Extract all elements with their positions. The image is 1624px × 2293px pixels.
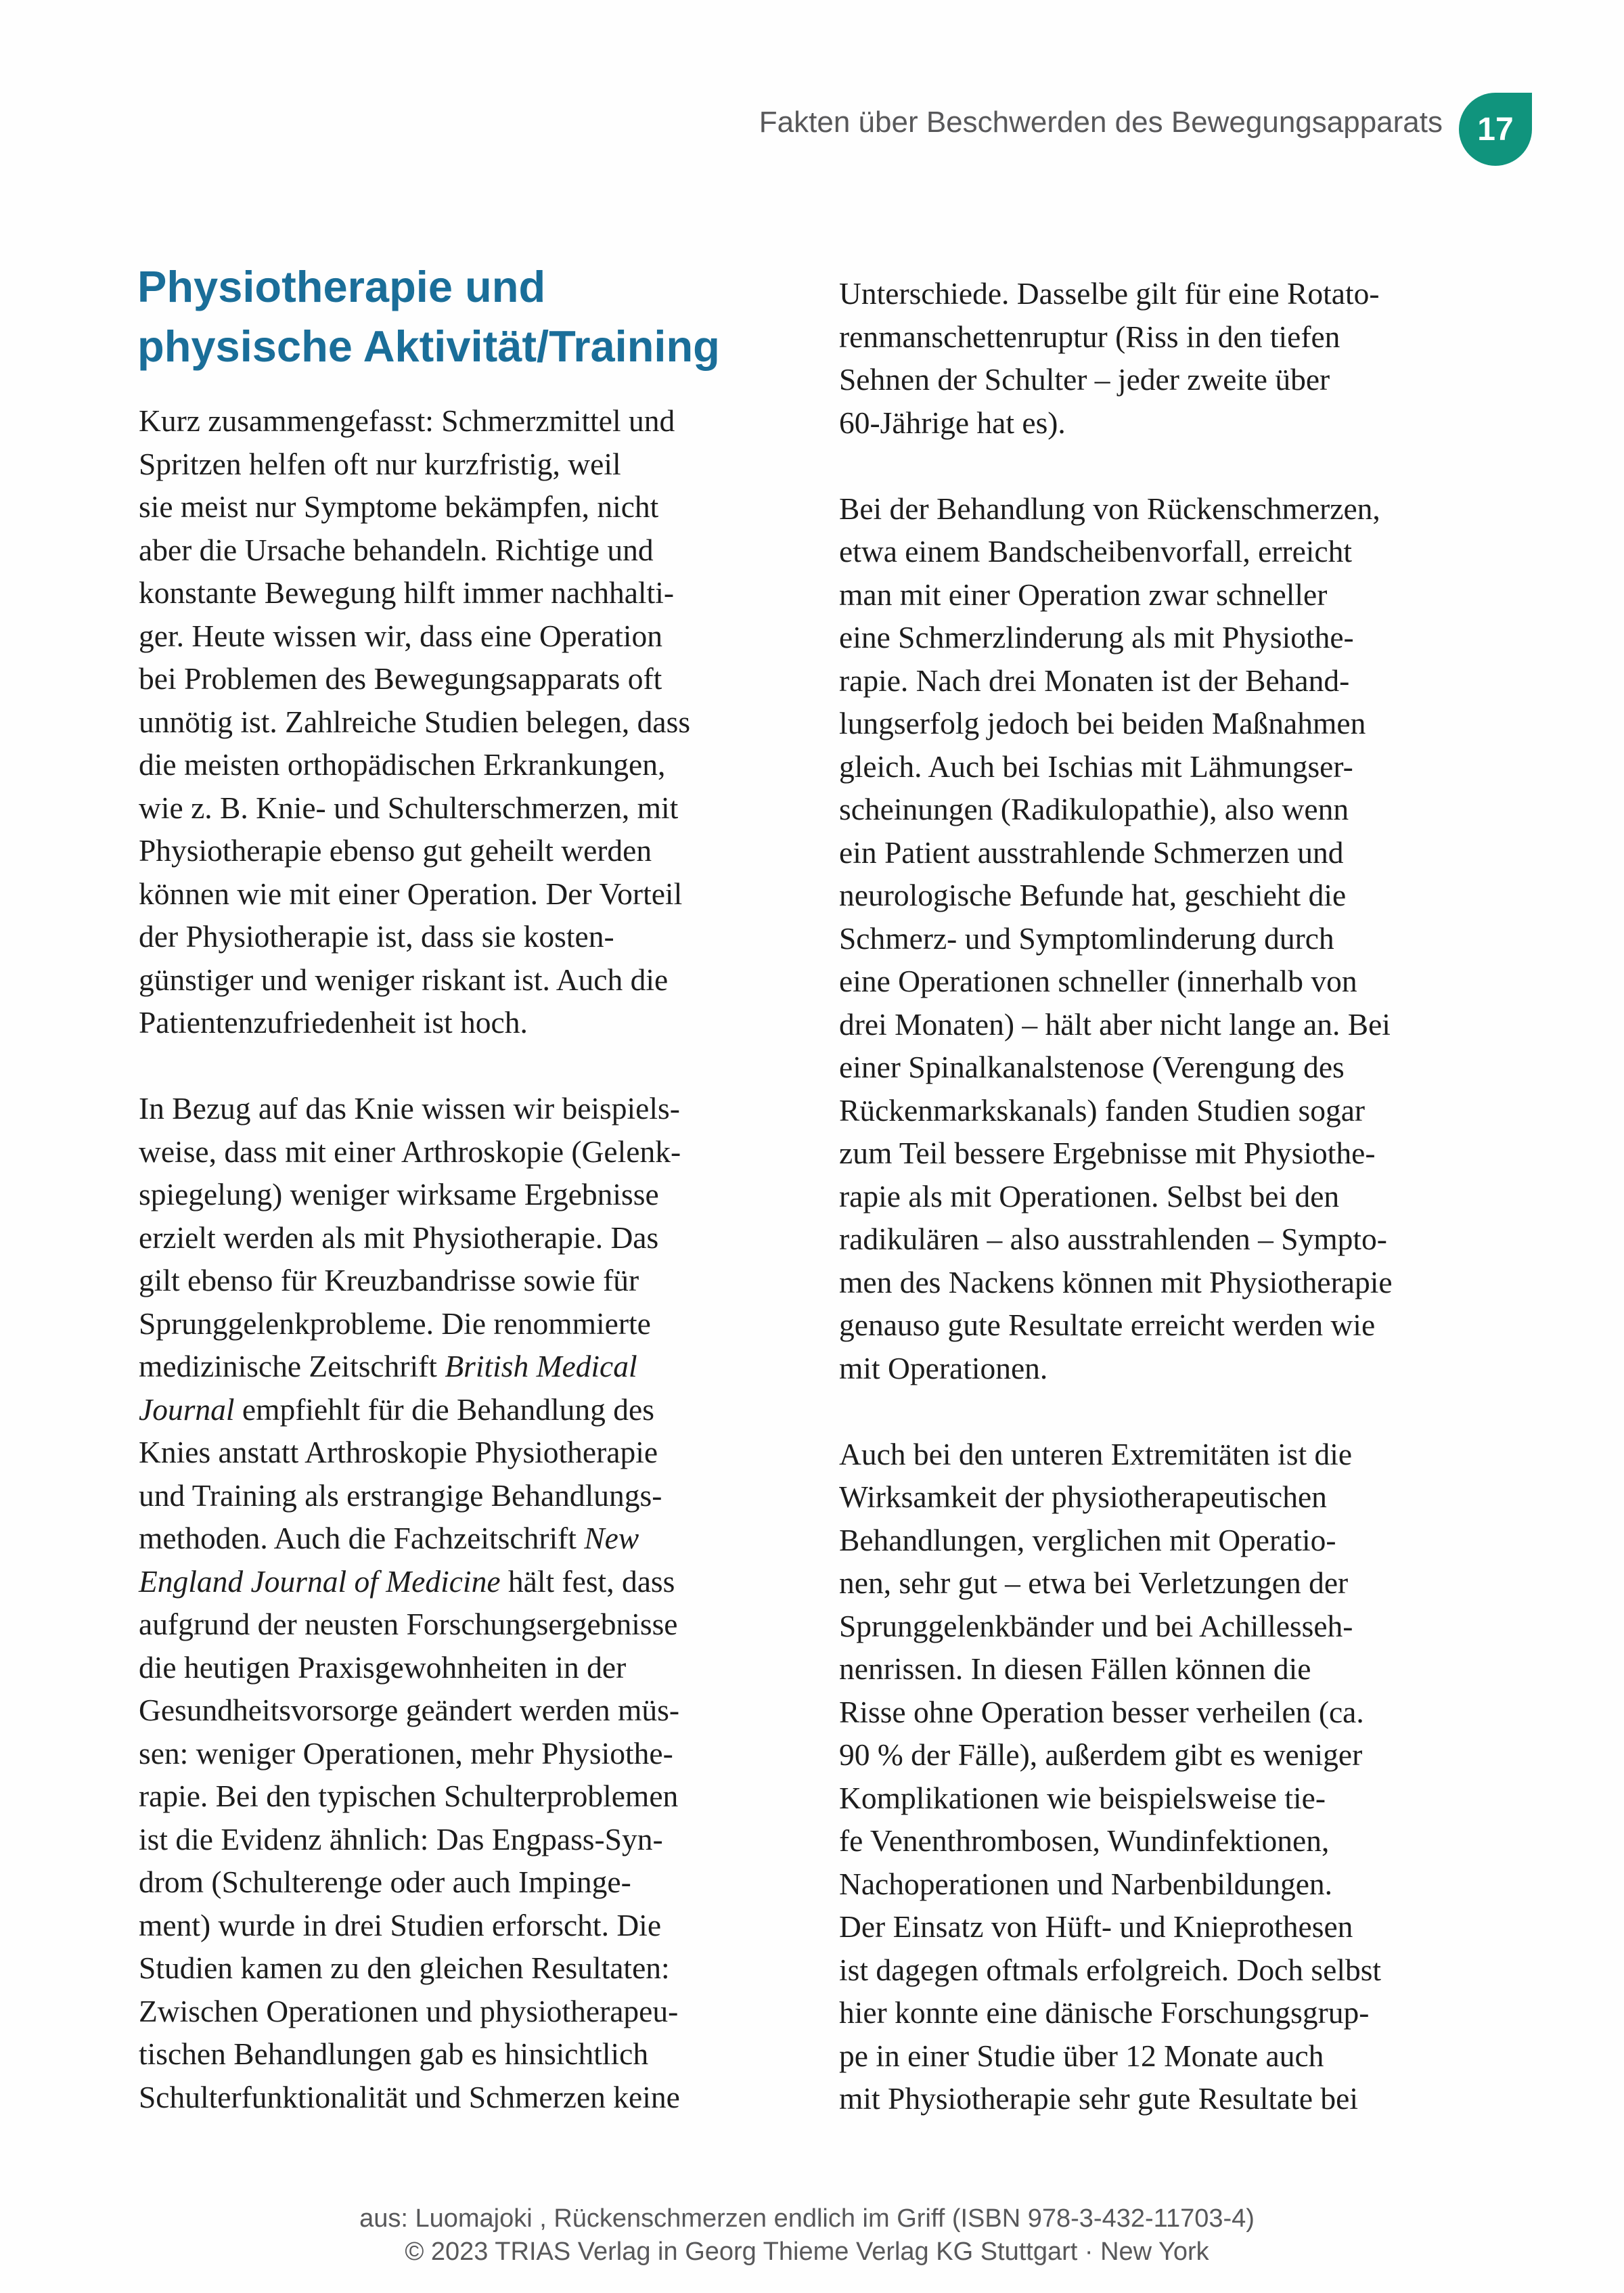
text-line: eine Schmerzlinderung als mit Physiothe- [839,620,1354,654]
text-line: rapie als mit Operationen. Selbst bei den [839,1178,1340,1214]
paragraph-gap [139,1044,802,1088]
text-line: Knies anstatt Arthroskopie Physiotherapie [139,1435,658,1469]
text-line: etwa einem Bandscheibenvorfall, erreicht [839,534,1352,569]
text-line: einer Spinalkanalstenose (Verengung des [839,1050,1345,1084]
text-line: ist dagegen oftmals erfolgreich. Doch selbst [839,1952,1382,1987]
text-line: weise, dass mit einer Arthroskopie (Gelenk- [139,1134,681,1169]
footer-copyright-line: © 2023 TRIAS Verlag in Georg Thieme Verlag KG Stuttgart · New York [405,2238,1209,2266]
paragraph [839,272,1502,444]
paragraph [839,487,1502,1390]
text-line: hier konnte eine dänische Forschungsgrup- [839,1995,1370,2030]
text-line: 90 % der Fälle), außerdem gibt es weniger [839,1737,1363,1772]
text-line: die meisten orthopädischen Erkrankungen, [139,747,666,782]
text-line: Der Einsatz von Hüft- und Knieprothesen [839,1909,1353,1944]
text-line: unnötig ist. Zahlreiche Studien belegen, dass [139,704,691,739]
text-line: eine Operationen schneller (innerhalb von [839,964,1357,998]
page-number-badge [1459,93,1532,166]
text-line: sen: weniger Operationen, mehr Physiothe- [139,1735,673,1771]
text-line: Schulterfunktionalität und Schmerzen keine [139,2079,680,2114]
text-line: men des Nackens können mit Physiotherapie [839,1264,1393,1299]
text-line: Gesundheitsvorsorge geändert werden müs- [139,1693,679,1727]
text-line: erzielt werden als mit Physiotherapie. Das [139,1220,659,1255]
text-line: Studien kamen zu den gleichen Resultaten: [139,1951,670,1985]
text-line: Nachoperationen und Narbenbildungen. [839,1866,1333,1901]
text-line: aber die Ursache behandeln. Richtige und [139,532,654,567]
text-line: Wirksamkeit der physiotherapeutischen [839,1479,1327,1514]
text-line: lungserfolg jedoch bei beiden Maßnahmen [839,706,1366,740]
text-line: 60-Jährige hat es). [839,405,1066,440]
paragraph-gap [839,444,1502,487]
text-line: England Journal of Medicine hält fest, dass [139,1563,675,1599]
text-line: Sprunggelenkprobleme. Die renommierte [139,1306,651,1341]
text-line: mit Operationen. [839,1350,1048,1385]
text-line: aufgrund der neusten Forschungsergebnisse [139,1607,678,1641]
text-column-left [139,399,802,2118]
paragraph [139,399,802,1044]
text-line: Komplikationen wie beispielsweise tie- [839,1780,1326,1815]
text-line: In Bezug auf das Knie wissen wir beispiels- [139,1091,680,1126]
text-line: medizinische Zeitschrift British Medical [139,1349,637,1383]
text-line: Sprunggelenkbänder und bei Achillesseh- [839,1608,1353,1643]
text-line: mit Physiotherapie sehr gute Resultate bei [839,2081,1359,2116]
text-line: Schmerz- und Symptomlinderung durch [839,920,1334,956]
page-title [137,257,720,376]
text-line: pe in einer Studie über 12 Monate auch [839,2038,1324,2073]
paragraph [139,1087,802,2118]
text-line: nenrissen. In diesen Fällen können die [839,1651,1311,1686]
paragraph-gap [839,1389,1502,1433]
text-line: renmanschettenruptur (Riss in den tiefen [839,319,1340,354]
text-line: genauso gute Resultate erreicht werden wie [839,1308,1376,1342]
text-line: Kurz zusammengefasst: Schmerzmittel und [139,403,675,438]
text-line: fe Venenthrombosen, Wundinfektionen, [839,1823,1330,1858]
text-line: scheinungen (Radikulopathie), also wenn [839,792,1349,826]
text-line: Zwischen Operationen und physiotherapeu- [139,1993,679,2028]
footer-source-line: aus: Luomajoki , Rückenschmerzen endlich im Griff (ISBN 978-3-432-11703-4) [359,2204,1255,2233]
text-column-right [839,272,1502,2120]
text-line: Spritzen helfen oft nur kurzfristig, weil [139,446,621,481]
text-line: rapie. Bei den typischen Schulterproblemen [139,1779,679,1813]
text-line: wie z. B. Knie- und Schulterschmerzen, mit [139,790,679,825]
text-line: gleich. Auch bei Ischias mit Lähmungser- [839,749,1353,784]
text-line: ist die Evidenz ähnlich: Das Engpass-Syn- [139,1821,663,1856]
text-line: drom (Schulterenge oder auch Impinge- [139,1865,631,1899]
text-line: Journal empfiehlt für die Behandlung des [139,1392,654,1427]
text-line: Sehnen der Schulter – jeder zweite über [839,362,1330,397]
text-line: rapie. Nach drei Monaten ist der Behand- [839,663,1350,698]
text-line: tischen Behandlungen gab es hinsichtlich [139,2036,649,2071]
footer [135,2202,1479,2269]
text-line: Bei der Behandlung von Rückenschmerzen, [839,491,1380,526]
text-line: radikulären – also ausstrahlenden – Sympto- [839,1222,1387,1256]
text-line: können wie mit einer Operation. Der Vorteil [139,876,683,911]
text-line: gilt ebenso für Kreuzbandrisse sowie für [139,1263,639,1297]
page-title-line-2: physische Aktivität/Training [137,321,720,371]
text-line: Rückenmarkskanals) fanden Studien sogar [839,1092,1366,1128]
text-line: neurologische Befunde hat, geschieht die [839,878,1347,912]
text-line: bei Problemen des Bewegungsapparats oft [139,661,662,696]
text-line: Patientenzufriedenheit ist hoch. [139,1005,528,1040]
text-line: zum Teil bessere Ergebnisse mit Physiothe- [839,1136,1376,1170]
text-line: man mit einer Operation zwar schneller [839,577,1328,612]
text-line: und Training als erstrangige Behandlungs- [139,1477,662,1513]
text-line: Unterschiede. Dasselbe gilt für eine Rotato- [839,276,1380,311]
text-line: der Physiotherapie ist, dass sie kosten- [139,919,614,954]
text-line: nen, sehr gut – etwa bei Verletzungen der [839,1565,1349,1600]
text-line: drei Monaten) – hält aber nicht lange an. Bei [839,1006,1391,1042]
text-line: Risse ohne Operation besser verheilen (ca. [839,1694,1364,1729]
text-line: methoden. Auch die Fachzeitschrift New [139,1521,639,1555]
text-line: ein Patient ausstrahlende Schmerzen und [839,834,1344,870]
text-line: konstante Bewegung hilft immer nachhalti- [139,575,674,610]
running-head: Fakten über Beschwerden des Bewegungsapparats [759,106,1443,139]
page-number: 17 [1477,111,1514,148]
text-line: günstiger und weniger riskant ist. Auch die [139,962,669,997]
page-title-line-1: Physiotherapie und [137,262,546,311]
text-line: die heutigen Praxisgewohnheiten in der [139,1649,627,1685]
text-line: spiegelung) weniger wirksame Ergebnisse [139,1177,659,1211]
text-line: Physiotherapie ebenso gut geheilt werden [139,833,652,868]
text-line: ger. Heute wissen wir, dass eine Operation [139,618,662,653]
text-line: Behandlungen, verglichen mit Operatio- [839,1522,1336,1557]
text-line: ment) wurde in drei Studien erforscht. Die [139,1907,662,1942]
paragraph [839,1433,1502,2120]
text-line: sie meist nur Symptome bekämpfen, nicht [139,489,659,524]
text-line: Auch bei den unteren Extremitäten ist die [839,1436,1353,1471]
